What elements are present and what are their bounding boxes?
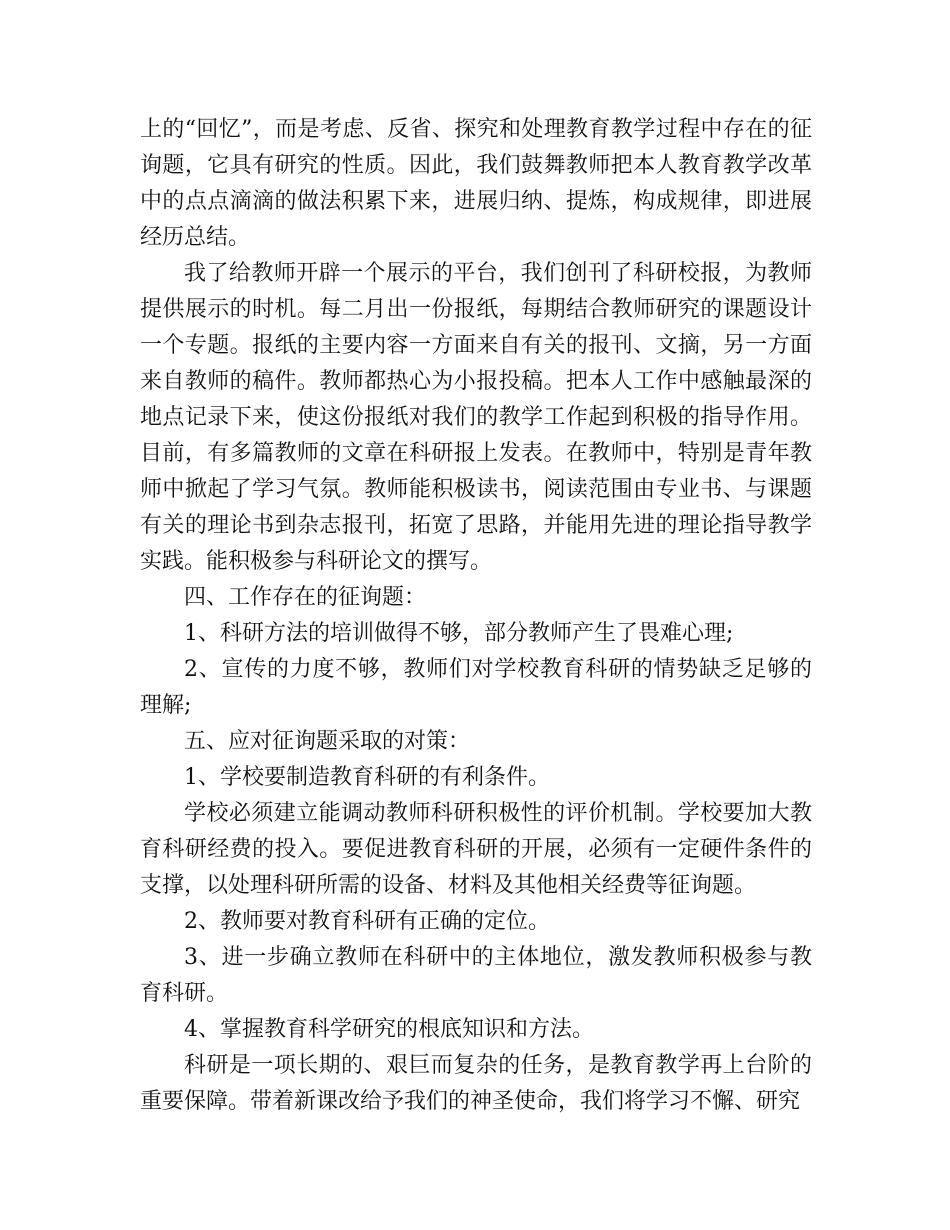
section-heading-problems: 四、工作存在的征询题： — [184, 585, 427, 610]
list-item-countermeasure-2: 2、教师要对教育科研有正确的定位。 — [184, 909, 550, 934]
list-item-problem-1: 1、科研方法的培训做得不够，部分教师产生了畏难心理; — [184, 621, 734, 646]
section-heading-countermeasures: 五、应对征询题采取的对策： — [184, 729, 471, 754]
paragraph-evaluation-mechanism: 学校必须建立能调动教师科研积极性的评价机制。学校要加大教育科研经费的投入。要促进教育科研的开展，必须有一定硬件条件的支撑，以处理科研所需的设备、材料及其他相关经费等征询题。 — [140, 801, 812, 898]
list-item-countermeasure-1: 1、学校要制造教育科研的有利条件。 — [184, 765, 550, 790]
document-page — [140, 112, 812, 1120]
list-item-countermeasure-3: 3、进一步确立教师在科研中的主体地位，激发教师积极参与教育科研。 — [140, 945, 812, 1006]
paragraph-1: 上的“回忆”，而是考虑、反省、探究和处理教育教学过程中存在的征询题，它具有研究的性质。因此，我们鼓舞教师把本人教育教学改革中的点点滴滴的做法积累下来，进展归纳、提炼，构成规律，即进展经历总结。 — [140, 117, 812, 250]
paragraph-2: 我了给教师开辟一个展示的平台，我们创刊了科研校报，为教师提供展示的时机。每二月出一份报纸，每期结合教师研究的课题设计一个专题。报纸的主要内容一方面来自有关的报刊、文摘，另一方面来自教师的稿件。教师都热心为小报投稿。把本人工作中感触最深的地点记录下来，使这份报纸对我们的教学工作起到积极的指导作用。目前，有多篇教师的文章在科研报上发表。在教师中，特别是青年教师中掀起了学习气氛。教师能积极读书，阅读范围由专业书、与课题有关的理论书到杂志报刊，拓宽了思路，并能用先进的理论指导教学实践。能积极参与科研论文的撰写。 — [140, 261, 812, 574]
paragraph-conclusion: 科研是一项长期的、艰巨而复杂的任务，是教育教学再上台阶的重要保障。带着新课改给予我们的神圣使命，我们将学习不懈、研究 — [140, 1053, 812, 1114]
list-item-countermeasure-4: 4、掌握教育科学研究的根底知识和方法。 — [184, 1017, 594, 1042]
list-item-problem-2: 2、宣传的力度不够，教师们对学校教育科研的情势缺乏足够的理解; — [140, 657, 812, 718]
